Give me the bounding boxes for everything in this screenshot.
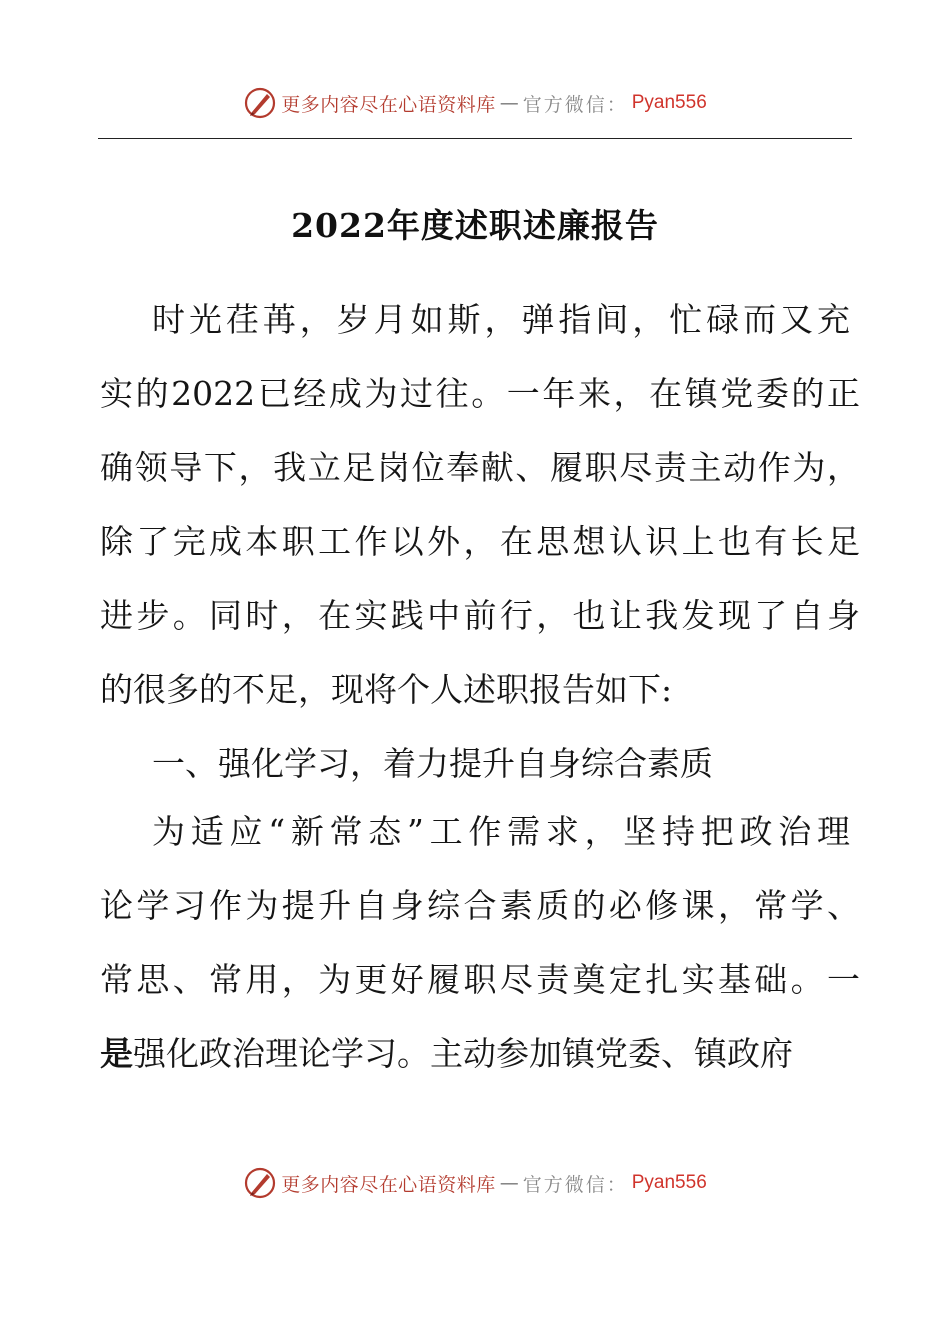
footer-watermark bbox=[0, 1163, 950, 1203]
paragraph-line: 除了完成本职工作以外，在思想认识上也有长足 bbox=[100, 522, 860, 561]
watermark-wechat-id: Pyan556 bbox=[631, 92, 707, 113]
paragraph-line: 进步。同时，在实践中前行，也让我发现了自身 bbox=[100, 596, 860, 635]
watermark-text: 更多内容尽在心语资料库 bbox=[281, 93, 496, 116]
watermark-text: 更多内容尽在心语资料库 bbox=[281, 1173, 496, 1196]
header-divider bbox=[98, 138, 852, 139]
paragraph-line-text: 强化政治理论学习。主动参加镇党委、镇政府 bbox=[133, 1034, 793, 1073]
document-title: 2022年度述职述廉报告 bbox=[291, 206, 659, 245]
pen-logo-icon bbox=[243, 86, 277, 120]
watermark-official-label: 官方微信： bbox=[522, 93, 628, 116]
bold-lead-char: 是 bbox=[100, 1034, 133, 1073]
section-heading: 一、强化学习，着力提升自身综合素质 bbox=[152, 744, 713, 783]
paragraph-line: 实的2022已经成为过往。一年来，在镇党委的正 bbox=[100, 374, 860, 413]
paragraph-line bbox=[100, 1034, 860, 1074]
pen-logo-icon bbox=[243, 1166, 277, 1200]
watermark-official-label: 官方微信： bbox=[522, 1173, 628, 1196]
paragraph-line: 时光荏苒，岁月如斯，弹指间，忙碌而又充 bbox=[152, 300, 850, 339]
watermark-separator: — bbox=[499, 92, 519, 114]
paragraph-line: 为适应“新常态”工作需求，坚持把政治理 bbox=[152, 812, 850, 851]
watermark-wechat-id: Pyan556 bbox=[631, 1172, 707, 1193]
watermark-separator: — bbox=[499, 1172, 519, 1194]
paragraph-line: 确领导下，我立足岗位奉献、履职尽责主动作为， bbox=[100, 448, 860, 487]
paragraph-line: 常思、常用，为更好履职尽责奠定扎实基础。一 bbox=[100, 960, 860, 999]
paragraph-line: 的很多的不足，现将个人述职报告如下: bbox=[100, 670, 673, 709]
paragraph-line: 论学习作为提升自身综合素质的必修课，常学、 bbox=[100, 886, 860, 925]
header-watermark bbox=[0, 83, 950, 123]
